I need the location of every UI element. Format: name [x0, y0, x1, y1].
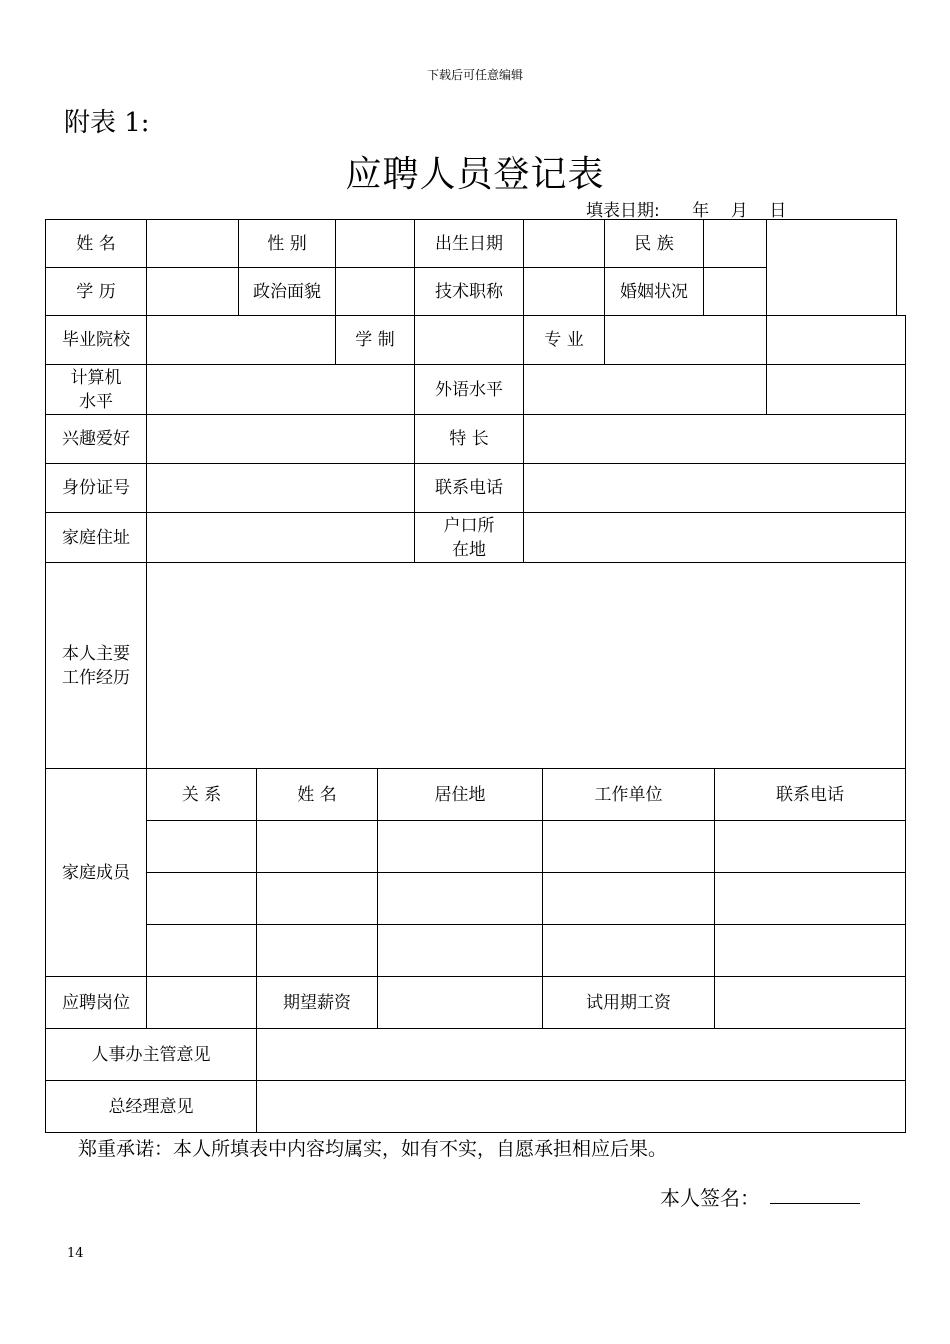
- label-political-status: 政治面貌: [238, 267, 336, 316]
- label-probation-salary: 试用期工资: [542, 976, 715, 1029]
- label-hobbies: 兴趣爱好: [45, 414, 147, 464]
- fill-date: 填表日期: 年 月 日: [586, 201, 787, 221]
- family-row-3-relation[interactable]: [146, 924, 257, 977]
- family-row-2-phone[interactable]: [714, 872, 906, 925]
- label-expected-salary: 期望薪资: [256, 976, 378, 1029]
- photo-box[interactable]: [766, 219, 897, 316]
- label-gender: 性 别: [238, 219, 336, 268]
- field-computer-level[interactable]: [146, 364, 415, 415]
- field-education[interactable]: [146, 267, 239, 316]
- family-row-2-name[interactable]: [256, 872, 378, 925]
- field-ethnicity[interactable]: [703, 219, 767, 268]
- field-language-level[interactable]: [523, 364, 767, 415]
- field-id-number[interactable]: [146, 463, 415, 513]
- field-birth-date[interactable]: [523, 219, 605, 268]
- field-graduated-school[interactable]: [146, 315, 336, 365]
- label-major: 专 业: [523, 315, 605, 365]
- family-row-2-employer[interactable]: [542, 872, 715, 925]
- label-school-years: 学 制: [335, 315, 415, 365]
- field-applied-position[interactable]: [146, 976, 257, 1029]
- label-birth-date: 出生日期: [414, 219, 524, 268]
- label-name: 姓 名: [45, 219, 147, 268]
- field-hr-opinion[interactable]: [256, 1028, 906, 1081]
- label-phone: 联系电话: [414, 463, 524, 513]
- field-work-history[interactable]: [146, 562, 906, 769]
- field-expected-salary[interactable]: [377, 976, 543, 1029]
- label-computer-level: [45, 364, 147, 415]
- family-row-1-employer[interactable]: [542, 820, 715, 873]
- family-row-3-name[interactable]: [256, 924, 378, 977]
- label-marital-status: 婚姻状况: [604, 267, 704, 316]
- label-hr-opinion: 人事办主管意见: [45, 1028, 257, 1081]
- family-row-2-residence[interactable]: [377, 872, 543, 925]
- label-home-address: 家庭住址: [45, 512, 147, 563]
- family-header-name: 姓 名: [256, 768, 378, 821]
- field-gender[interactable]: [335, 219, 415, 268]
- label-work-history-line1: 本人主要: [62, 643, 130, 664]
- family-row-3-residence[interactable]: [377, 924, 543, 977]
- family-row-3-phone[interactable]: [714, 924, 906, 977]
- label-id-number: 身份证号: [45, 463, 147, 513]
- label-applied-position: 应聘岗位: [45, 976, 147, 1029]
- page-title: 应聘人员登记表: [345, 154, 605, 195]
- field-major[interactable]: [604, 315, 767, 365]
- promise-statement: 郑重承诺：本人所填表中内容均属实，如有不实，自愿承担相应后果。: [78, 1138, 668, 1160]
- label-work-history: [45, 562, 147, 769]
- family-row-2-relation[interactable]: [146, 872, 257, 925]
- family-header-residence: 居住地: [377, 768, 543, 821]
- field-hukou[interactable]: [523, 512, 906, 563]
- label-ethnicity: 民 族: [604, 219, 704, 268]
- field-name[interactable]: [146, 219, 239, 268]
- label-language-level: 外语水平: [414, 364, 524, 415]
- field-phone[interactable]: [523, 463, 906, 513]
- annex-label: 附表 1:: [64, 108, 150, 138]
- label-work-history-line2: 工作经历: [62, 667, 130, 688]
- field-gm-opinion[interactable]: [256, 1080, 906, 1133]
- label-hukou: [414, 512, 524, 563]
- label-family-members: 家庭成员: [45, 768, 147, 977]
- field-marital-status[interactable]: [703, 267, 767, 316]
- field-school-years[interactable]: [414, 315, 524, 365]
- family-header-relation: 关 系: [146, 768, 257, 821]
- family-row-1-relation[interactable]: [146, 820, 257, 873]
- family-header-phone: 联系电话: [714, 768, 906, 821]
- field-technical-title[interactable]: [523, 267, 605, 316]
- field-probation-salary[interactable]: [714, 976, 906, 1029]
- label-computer-level-line2: 水平: [79, 391, 113, 412]
- field-hobbies[interactable]: [146, 414, 415, 464]
- family-row-1-phone[interactable]: [714, 820, 906, 873]
- field-home-address[interactable]: [146, 512, 415, 563]
- label-graduated-school: 毕业院校: [45, 315, 147, 365]
- family-header-employer: 工作单位: [542, 768, 715, 821]
- label-specialty: 特 长: [414, 414, 524, 464]
- field-extra-1[interactable]: [766, 315, 906, 365]
- family-row-1-residence[interactable]: [377, 820, 543, 873]
- label-computer-level-line1: 计算机: [70, 367, 122, 388]
- field-extra-2[interactable]: [766, 364, 906, 415]
- family-row-1-name[interactable]: [256, 820, 378, 873]
- label-hukou-line2: 在地: [452, 539, 486, 560]
- field-political-status[interactable]: [335, 267, 415, 316]
- page-number: 14: [67, 1246, 84, 1261]
- field-specialty[interactable]: [523, 414, 906, 464]
- label-hukou-line1: 户口所: [443, 515, 495, 536]
- signature-line[interactable]: [770, 1203, 860, 1204]
- family-row-3-employer[interactable]: [542, 924, 715, 977]
- label-technical-title: 技术职称: [414, 267, 524, 316]
- label-gm-opinion: 总经理意见: [45, 1080, 257, 1133]
- signature-label: 本人签名：: [660, 1186, 760, 1210]
- header-note: 下载后可任意编辑: [426, 68, 523, 82]
- label-education: 学 历: [45, 267, 147, 316]
